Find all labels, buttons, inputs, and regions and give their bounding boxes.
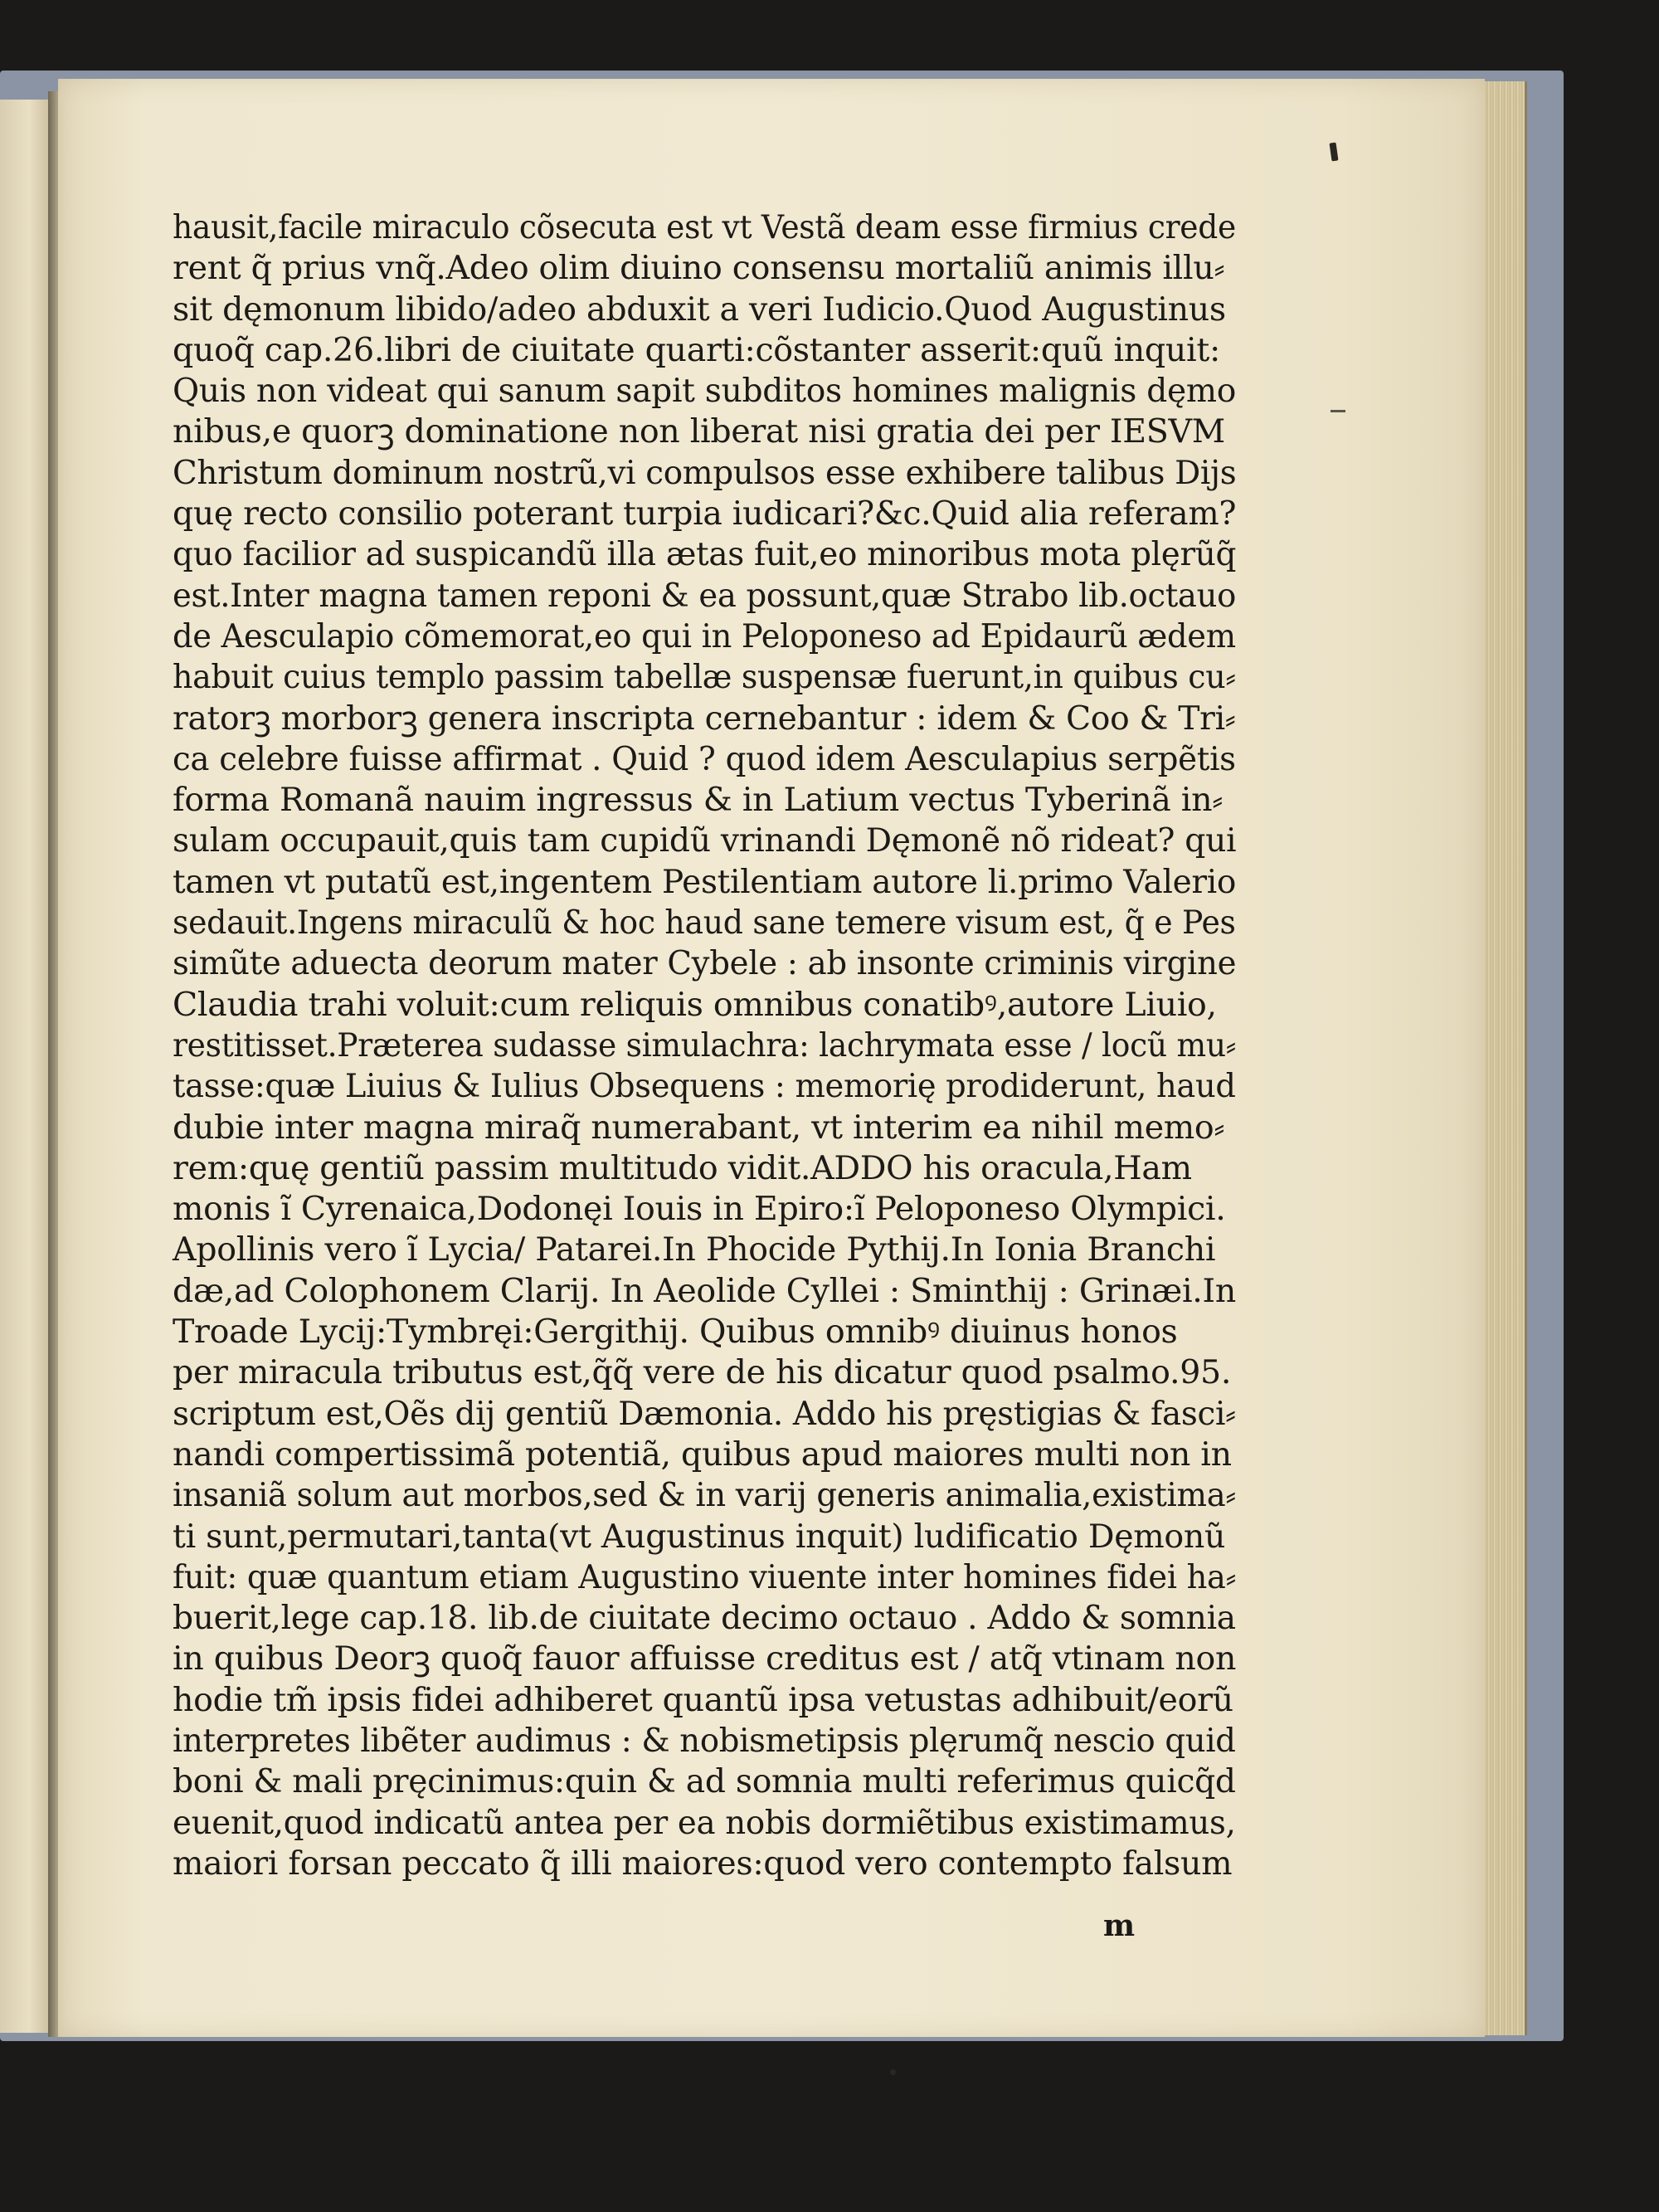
text-line: simũte aduecta deorum mater Cybele : ab insonte criminis virgine <box>173 944 1237 983</box>
text-line: rem:quę gentiũ passim multitudo vidit.ADDO his oracula,Ham <box>173 1148 1192 1187</box>
text-line: sedauit.Ingens miraculũ & hoc haud sane temere visum est, q̃ e Pes <box>173 904 1236 943</box>
text-line: quę recto consilio poterant turpia iudicari?&c.Quid alia referam? <box>173 495 1237 534</box>
text-line: quoq̃ cap.26.libri de ciuitate quarti:cõstanter asserit:quũ inquit: <box>173 330 1220 369</box>
text-line: quo facilior ad suspicandũ illa ætas fuit,eo minoribus mota plęrũq̃ <box>173 535 1237 574</box>
text-line: tasse:quæ Liuius & Iulius Obsequens : memorię prodiderunt, haud <box>173 1067 1236 1106</box>
text-line: Christum dominum nostrũ,vi compulsos esse exhibere talibus Dijs <box>173 453 1237 492</box>
text-line: boni & mali pręcinimus:quin & ad somnia multi referimus quicq̃d <box>173 1762 1236 1801</box>
text-line: Claudia trahi voluit:cum reliquis omnibus conatibꝰ,autore Liuio, <box>173 985 1217 1024</box>
text-line: euenit,quod indicatũ antea per ea nobis dormiẽtibus existimamus, <box>173 1803 1236 1842</box>
text-line: dæ,ad Colophonem Clarij. In Aeolide Cyllei : Sminthij : Grinæi.In <box>173 1271 1236 1310</box>
text-line: buerit,lege cap.18. lib.de ciuitate decimo octauo . Addo & somnia <box>173 1599 1236 1638</box>
text-line: tamen vt putatũ est,ingentem Pestilentiam autore li.primo Valerio <box>173 862 1237 901</box>
text-line: sit dęmonum libido/adeo abduxit a veri Iudicio.Quod Augustinus <box>173 290 1226 329</box>
text-line: fuit: quæ quantum etiam Augustino viuente inter homines fidei ha⸗ <box>173 1557 1237 1596</box>
margin-dash <box>1331 410 1345 412</box>
facing-page-edge <box>0 100 48 2033</box>
text-line: ca celebre fuisse affirmat . Quid ? quod idem Aesculapius serpẽtis <box>173 739 1236 778</box>
text-line: est.Inter magna tamen reponi & ea possunt,quæ Strabo lib.octauo <box>173 576 1237 615</box>
text-line: nibus,e quorꝫ dominatione non liberat nisi gratia dei per IESVM <box>173 412 1225 451</box>
text-line: per miracula tributus est,q̃q̃ vere de his dicatur quod psalmo.95. <box>173 1353 1232 1392</box>
text-line: ti sunt,permutari,tanta(vt Augustinus inquit) ludificatio Dęmonũ <box>173 1517 1226 1556</box>
text-line: insaniã solum aut morbos,sed & in varij generis animalia,existima⸗ <box>173 1476 1236 1515</box>
text-line: hodie tm̃ ipsis fidei adhiberet quantũ ipsa vetustas adhibuit/eorũ <box>173 1680 1233 1719</box>
page-edges <box>1485 81 1527 2035</box>
text-line: ratorꝫ morborꝫ genera inscripta cernebantur : idem & Coo & Tri⸗ <box>173 699 1236 738</box>
text-line: Troade Lycij:Tymbręi:Gergithij. Quibus omnibꝰ diuinus honos <box>173 1313 1178 1352</box>
text-line: forma Romanã nauim ingressus & in Latium vectus Tyberinã in⸗ <box>173 781 1224 820</box>
bottom-dot <box>890 2069 896 2075</box>
text-line: maiori forsan peccato q̃ illi maiores:quod vero contempto falsum <box>173 1844 1233 1883</box>
text-line: Apollinis vero ĩ Lycia/ Patarei.In Phocide Pythij.In Ionia Branchi <box>173 1230 1216 1269</box>
text-line: hausit,facile miraculo cõsecuta est vt Vestã deam esse firmius crede <box>173 208 1236 246</box>
text-line: in quibus Deorꝫ quoq̃ fauor affuisse creditus est / atq̃ vtinam non <box>173 1640 1237 1678</box>
text-line: de Aesculapio cõmemorat,eo qui in Peloponeso ad Epidaurũ ædem <box>173 616 1236 655</box>
text-line: habuit cuius templo passim tabellæ suspensæ fuerunt,in quibus cu⸗ <box>173 658 1236 697</box>
signature-mark: m <box>1103 1908 1136 1943</box>
text-line: monis ĩ Cyrenaica,Dodonęi Iouis in Epiro:ĩ Peloponeso Olympici. <box>173 1190 1226 1229</box>
text-line: sulam occupauit,quis tam cupidũ vrinandi Dęmonẽ nõ rideat? qui <box>173 821 1237 860</box>
text-line: rent q̃ prius vnq̃.Adeo olim diuino consensu mortaliũ animis illu⸗ <box>173 249 1225 288</box>
text-line: scriptum est,Oẽs dij gentiũ Dæmonia. Addo his pręstigias & fasci⸗ <box>173 1394 1236 1433</box>
text-line: restitisset.Præterea sudasse simulachra: lachrymata esse / locũ mu⸗ <box>173 1026 1237 1065</box>
text-line: dubie inter magna miraq̃ numerabant, vt interim ea nihil memo⸗ <box>173 1108 1225 1147</box>
body-text <box>173 207 1236 1884</box>
text-line: Quis non videat qui sanum sapit subditos homines malignis dęmo <box>173 372 1236 411</box>
text-line: interpretes libẽter audimus : & nobismetipsis plęrumq̃ nescio quid <box>173 1721 1236 1760</box>
text-line: nandi compertissimã potentiã, quibus apud maiores multi non in <box>173 1435 1232 1474</box>
